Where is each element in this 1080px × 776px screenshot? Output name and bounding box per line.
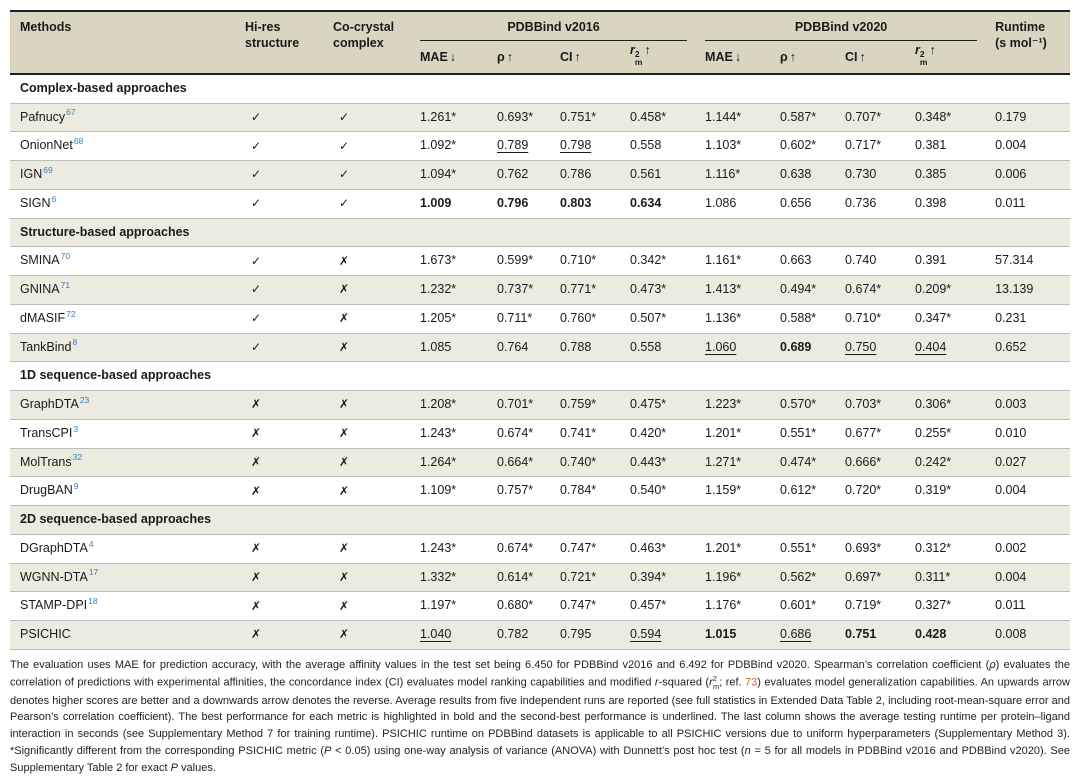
method-cell [10,563,245,592]
metric-value: 0.551* [780,540,817,555]
method-name: SMINA [20,253,60,268]
cocrystal-flag-cross-icon: ✗ [339,282,350,297]
reference-link[interactable]: 6 [51,193,57,204]
method-row [10,563,1070,592]
method-row [10,161,1070,190]
reference-link[interactable]: 72 [66,308,76,319]
col-header-rho-v2016: ρ ↑ [497,41,560,74]
col-header-ci-v2020: CI ↑ [845,41,915,74]
metric-value: 0.789 [497,138,529,153]
metric-value: 0.348* [915,109,952,124]
method-row [10,103,1070,132]
method-name: Pafnucy [20,109,66,124]
metric-value: 1.176* [705,598,742,613]
metric-value: 0.614* [497,569,534,584]
up-arrow-icon: ↑ [929,42,936,57]
metric-value: 0.796 [497,195,529,210]
metric-value: 1.094* [420,167,457,181]
reference-link[interactable]: 8 [72,337,78,348]
runtime-value: 0.011 [995,598,1026,613]
runtime-value: 0.008 [995,627,1027,641]
cocrystal-flag-cross-icon: ✗ [339,483,350,498]
metric-value: 0.757* [497,483,534,498]
cocrystal-flag-cross-icon: ✗ [339,397,350,412]
col-header-ci-v2016: CI ↑ [560,41,630,74]
method-cell [10,247,245,276]
metric-value: 0.762 [497,167,529,181]
reference-link[interactable]: 23 [79,394,90,405]
metric-value: 0.381 [915,138,947,153]
hires-flag-check-icon: ✓ [251,311,262,326]
method-cell [10,391,245,420]
metric-value: 0.570* [780,397,817,411]
method-cell [10,592,245,621]
group-label-v2020: PDBBind v2020 [705,20,977,41]
metric-value: 0.701* [497,397,534,411]
footnote-text: ) evaluates the correlation of predictions with experimental affinities, the concordance index (CI) evaluates model ranking capabilities and modified [10,658,1071,690]
footnote-text: -squared ( [658,677,710,690]
section-title: Complex-based approaches [20,80,187,95]
hires-flag-cross-icon: ✗ [251,397,262,412]
metric-value: 0.551* [780,425,817,440]
reference-link[interactable]: 69 [43,164,53,175]
method-cell [10,103,245,132]
runtime-value: 0.006 [995,167,1027,181]
metric-value: 0.764 [497,339,529,354]
metric-value: 0.786 [560,167,592,181]
col-header-rho-v2020: ρ ↑ [780,41,845,74]
footnote-text: r [709,677,713,690]
cocrystal-flag-cross-icon: ✗ [339,339,350,354]
metric-value: 1.161* [705,253,742,268]
metric-value: 0.751* [560,109,597,124]
runtime-value: 0.010 [995,425,1027,440]
method-name: WGNN-DTA [20,569,88,584]
runtime-value: 0.002 [995,540,1027,555]
hires-flag-check-icon: ✓ [251,253,262,268]
runtime-value: 0.027 [995,454,1027,469]
method-row [10,189,1070,218]
method-row [10,276,1070,305]
metric-value: 0.771* [560,282,597,296]
method-name: DrugBAN [20,483,73,498]
metric-value: 1.144* [705,109,742,124]
metric-value: 0.612* [780,483,817,498]
hires-flag-cross-icon: ✗ [251,426,262,441]
metric-value: 0.674* [497,425,534,440]
footnote-text: 2 [712,674,717,684]
method-cell [10,304,245,333]
table-header [10,11,1070,74]
method-cell [10,448,245,477]
reference-link[interactable]: 9 [73,481,79,492]
metric-value: 0.677* [845,425,882,440]
metric-value: 0.558 [630,138,662,153]
metric-value: 0.747* [560,598,597,613]
metric-value: 0.474* [780,454,817,469]
metric-value: 0.463* [630,540,667,555]
metric-value: 0.457* [630,598,667,613]
metric-value: 0.562* [780,569,817,584]
method-row [10,419,1070,448]
runtime-value: 0.004 [995,569,1027,584]
metric-value: 0.663 [780,253,812,268]
footnote-text: = 5 for all models in PDBBind v2016 and PDBBind v2020). See Supplementary Table 2 for exact [10,744,1070,774]
footnote-text: ρ [989,658,996,671]
method-cell [10,333,245,362]
metric-value: 1.136* [705,310,742,325]
metric-value: 0.398 [915,195,947,210]
metric-value: 1.116* [705,167,741,181]
metric-value: 0.750 [845,339,877,354]
col-header-rm2-v2020: r 2 m ↑ [915,41,995,74]
metric-value: 1.201* [705,540,742,555]
metric-value: 1.673* [420,253,457,268]
col-group-pdbbind-v2020 [705,11,995,41]
reference-link[interactable]: 3 [73,423,79,434]
runtime-value: 0.231 [995,310,1027,325]
metric-value: 1.040 [420,627,452,641]
metric-value: 0.788 [560,339,592,354]
metric-value: 0.558 [630,339,662,354]
metric-value: 1.232* [420,282,457,296]
cocrystal-flag-check-icon: ✓ [339,138,350,153]
cocrystal-flag-cross-icon: ✗ [339,454,350,469]
up-arrow-icon: ↑ [789,50,797,65]
section-title: 2D sequence-based approaches [20,512,212,526]
metric-value: 0.473* [630,282,667,296]
method-name: SIGN [20,195,51,210]
runtime-value: 57.314 [995,253,1034,268]
method-row [10,534,1070,563]
metric-value: 0.795 [560,627,592,641]
hires-flag-cross-icon: ✗ [251,454,262,469]
metric-value: 0.306* [915,397,952,411]
metric-value: 0.782 [497,627,529,641]
method-cell [10,477,245,506]
up-arrow-icon: ↑ [644,42,651,57]
reference-link[interactable]: 67 [66,107,76,118]
method-cell [10,132,245,161]
metric-value: 0.588* [780,310,817,325]
runtime-value: 0.004 [995,138,1027,153]
metric-value: 0.703* [845,397,882,411]
footnote [10,657,1070,776]
runtime-unit: (s mol⁻¹) [995,35,1047,50]
section-title: Structure-based approaches [20,224,190,239]
runtime-value: 0.179 [995,109,1027,124]
metric-value: 0.721* [560,569,597,584]
metric-value: 0.717* [845,138,882,153]
metric-value: 1.086 [705,195,737,210]
metric-value: 0.391 [915,253,947,268]
metric-value: 1.009 [420,195,452,210]
method-cell [10,534,245,563]
method-cell [10,189,245,218]
metric-value: 1.243* [420,540,457,555]
metric-value: 0.638 [780,167,812,181]
method-name: DGraphDTA [20,540,88,555]
footnote-text: ) evaluates model generalization capabilities. An upwards arrow denotes higher scores are better and a downwards arrow denotes the reverse. Average results from five independent runs are reported (see full statistics in Extended Data Table 2, including root-mean-square error and Pearson’s correlation coefficient). The best performance for each metric is highlighted in bold and the second-best performance is underlined. The last column shows the average testing runtime per protein–ligand interaction in seconds (see Supplementary Method 7 for training runtime). PSICHIC runtime on PDBBind datasets is applicable to all PSICHIC versions due to uniform hyperparameters (Supplementary Method 3). *Significantly different from the corresponding PSICHIC metric ( [10,677,1070,757]
metric-value: 0.680* [497,598,534,613]
method-row [10,477,1070,506]
cocrystal-flag-check-icon: ✓ [339,167,350,182]
cocrystal-flag-cross-icon: ✗ [339,541,350,556]
method-name: dMASIF [20,310,66,325]
metric-value: 0.458* [630,109,667,124]
metric-value: 0.494* [780,282,817,296]
col-header-mae-v2016: MAE ↓ [420,41,497,74]
metric-value: 0.707* [845,109,882,124]
metric-value: 0.475* [630,397,667,411]
cocrystal-flag-cross-icon: ✗ [339,569,350,584]
metric-value: 1.015 [705,627,737,641]
section-title: 1D sequence-based approaches [20,368,212,383]
footnote-text: < 0.05) using one-way analysis of variance (ANOVA) with Dunnett’s post hoc test ( [331,744,745,757]
cocrystal-flag-cross-icon: ✗ [339,426,350,441]
footnote-text: ; ref. [719,677,746,690]
metric-value: 0.674* [497,540,534,555]
method-cell [10,276,245,305]
col-header-runtime [995,11,1070,74]
metric-value: 0.798 [560,138,592,153]
metric-value: 0.710* [845,310,882,325]
metric-value: 0.784* [560,483,597,498]
reference-link[interactable]: 71 [60,279,71,290]
hires-flag-check-icon: ✓ [251,138,262,153]
down-arrow-icon: ↓ [734,50,742,65]
metric-value: 0.594 [630,627,662,641]
metric-value: 0.697* [845,569,882,584]
metric-value: 1.413* [705,282,742,296]
reference-link[interactable]: 70 [60,251,71,262]
metric-value: 0.312* [915,540,952,555]
up-arrow-icon: ↑ [574,50,581,65]
cocrystal-flag-cross-icon: ✗ [339,627,350,642]
metric-value: 1.264* [420,454,457,469]
metric-value: 0.347* [915,310,952,325]
metric-value: 0.674* [845,282,882,296]
metric-value: 0.689 [780,339,812,354]
metric-value: 0.587* [780,109,817,124]
cocrystal-flag-check-icon: ✓ [339,196,350,211]
metric-value: 1.261* [420,109,457,124]
up-arrow-icon: ↑ [506,50,513,65]
method-cell [10,621,245,650]
metric-value: 0.693* [497,109,534,124]
method-row [10,621,1070,650]
method-row [10,304,1070,333]
reference-link[interactable]: 68 [73,136,84,147]
reference-link[interactable]: 4 [88,538,94,549]
runtime-value: 0.004 [995,483,1027,498]
method-row [10,333,1070,362]
runtime-value: 0.003 [995,397,1027,411]
metric-value: 0.443* [630,454,667,469]
section-row [10,74,1070,103]
reference-link[interactable]: 73 [745,677,758,690]
runtime-value: 0.652 [995,339,1027,354]
metric-value: 1.223* [705,397,742,411]
method-row [10,592,1070,621]
hires-flag-cross-icon: ✗ [251,483,262,498]
col-header-mae-v2020: MAE ↓ [705,41,780,74]
runtime-value: 13.139 [995,282,1034,296]
section-row [10,218,1070,247]
metric-value: 0.311* [915,569,951,584]
metric-value: 1.201* [705,425,742,440]
col-header-rm2-v2016: r 2 m ↑ [630,41,705,74]
metric-value: 1.208* [420,397,457,411]
footnote-text: P [170,761,178,774]
metric-value: 0.601* [780,598,817,613]
metric-value: 0.540* [630,483,667,498]
metric-value: 0.342* [630,253,667,268]
cocrystal-flag-check-icon: ✓ [339,109,350,124]
metric-value: 1.205* [420,310,457,325]
hires-flag-check-icon: ✓ [251,339,262,354]
metric-value: 1.060 [705,339,737,354]
metric-value: 0.686 [780,627,812,641]
method-name: MolTrans [20,454,72,469]
metric-value: 1.109* [420,483,457,498]
hires-flag-cross-icon: ✗ [251,541,262,556]
metric-value: 1.197* [420,598,457,613]
col-group-pdbbind-v2016 [420,11,705,41]
metric-value: 0.803 [560,195,592,210]
metric-value: 1.332* [420,569,457,584]
metric-value: 0.737* [497,282,534,296]
cocrystal-flag-cross-icon: ✗ [339,311,350,326]
col-header-hires-structure: Hi-res structure [245,11,333,74]
metric-value: 0.394* [630,569,667,584]
runtime-label: Runtime [995,20,1046,34]
method-row [10,391,1070,420]
metric-value: 0.255* [915,425,952,440]
metric-value: 0.507* [630,310,667,325]
method-row [10,132,1070,161]
section-row [10,506,1070,535]
cocrystal-flag-cross-icon: ✗ [339,253,350,268]
hires-flag-check-icon: ✓ [251,167,262,182]
metric-value: 0.710* [560,253,597,268]
reference-link[interactable]: 32 [72,452,83,463]
metric-value: 1.103* [705,138,742,153]
metric-value: 0.747* [560,540,597,555]
metric-value: 0.693* [845,540,882,555]
method-name: GraphDTA [20,397,79,411]
method-name: PSICHIC [20,627,71,641]
metric-value: 0.730 [845,167,877,181]
method-row [10,448,1070,477]
group-label-v2016: PDBBind v2016 [420,20,687,41]
footnote-text: The evaluation uses MAE for prediction accuracy, with the average affinity values in the test set being 6.450 for PDBBind v2016 and 6.492 for PDBBind v2020. Spearman’s correlation coefficient ( [10,658,990,671]
section-row [10,362,1070,391]
footnote-text: values. [177,761,216,774]
metric-value: 0.420* [630,425,667,440]
metric-value: 0.751 [845,627,877,641]
method-name: TransCPI [20,425,73,440]
metric-value: 0.720* [845,483,882,498]
metric-value: 0.634 [630,195,662,210]
metric-value: 0.736 [845,195,877,210]
hires-flag-check-icon: ✓ [251,282,262,297]
method-name: OnionNet [20,138,73,153]
metric-value: 0.561 [630,167,662,181]
metric-value: 0.385 [915,167,947,181]
col-header-cocrystal-complex: Co-crystal complex [333,11,420,74]
cocrystal-flag-cross-icon: ✗ [339,598,350,613]
runtime-value: 0.011 [995,195,1026,210]
metric-value: 0.759* [560,397,597,411]
method-row [10,247,1070,276]
method-name: IGN [20,167,43,181]
metric-value: 0.327* [915,598,952,613]
hires-flag-cross-icon: ✗ [251,598,262,613]
metric-value: 1.243* [420,425,457,440]
footnote-text: n [744,744,751,757]
metric-value: 0.719* [845,598,882,613]
method-name: STAMP-DPI [20,598,88,613]
method-name: TankBind [20,339,72,354]
metric-value: 0.602* [780,138,817,153]
hires-flag-cross-icon: ✗ [251,627,262,642]
metric-value: 1.196* [705,569,742,584]
results-table [10,10,1070,650]
method-cell [10,419,245,448]
metric-value: 1.271* [705,454,742,469]
metric-value: 0.664* [497,454,534,469]
table-body [10,74,1070,650]
metric-value: 0.404 [915,339,947,354]
metric-value: 0.319* [915,483,952,498]
metric-value: 0.242* [915,454,952,469]
method-cell [10,161,245,190]
footnote-text: r [654,677,659,690]
hires-flag-check-icon: ✓ [251,109,262,124]
reference-link[interactable]: 18 [88,596,98,607]
hires-flag-check-icon: ✓ [251,196,262,211]
metric-value: 0.599* [497,253,534,268]
metric-value: 0.740 [845,253,877,268]
footnote-text: P [324,744,332,757]
metric-value: 1.092* [420,138,457,153]
col-header-methods: Methods [10,11,245,74]
metric-value: 0.656 [780,195,812,210]
method-name: GNINA [20,282,60,296]
up-arrow-icon: ↑ [859,50,866,65]
metric-value: 0.209* [915,282,952,296]
metric-value: 1.159* [705,483,742,498]
metric-value: 0.741* [560,425,597,440]
metric-value: 0.666* [845,454,882,469]
down-arrow-icon: ↓ [449,50,457,65]
metric-value: 0.760* [560,310,597,325]
metric-value: 0.740* [560,454,597,469]
reference-link[interactable]: 17 [88,567,99,578]
hires-flag-cross-icon: ✗ [251,569,262,584]
metric-value: 0.711* [497,310,533,325]
metric-value: 0.428 [915,627,947,641]
metric-value: 1.085 [420,339,452,354]
footnote-text: m [712,682,720,692]
